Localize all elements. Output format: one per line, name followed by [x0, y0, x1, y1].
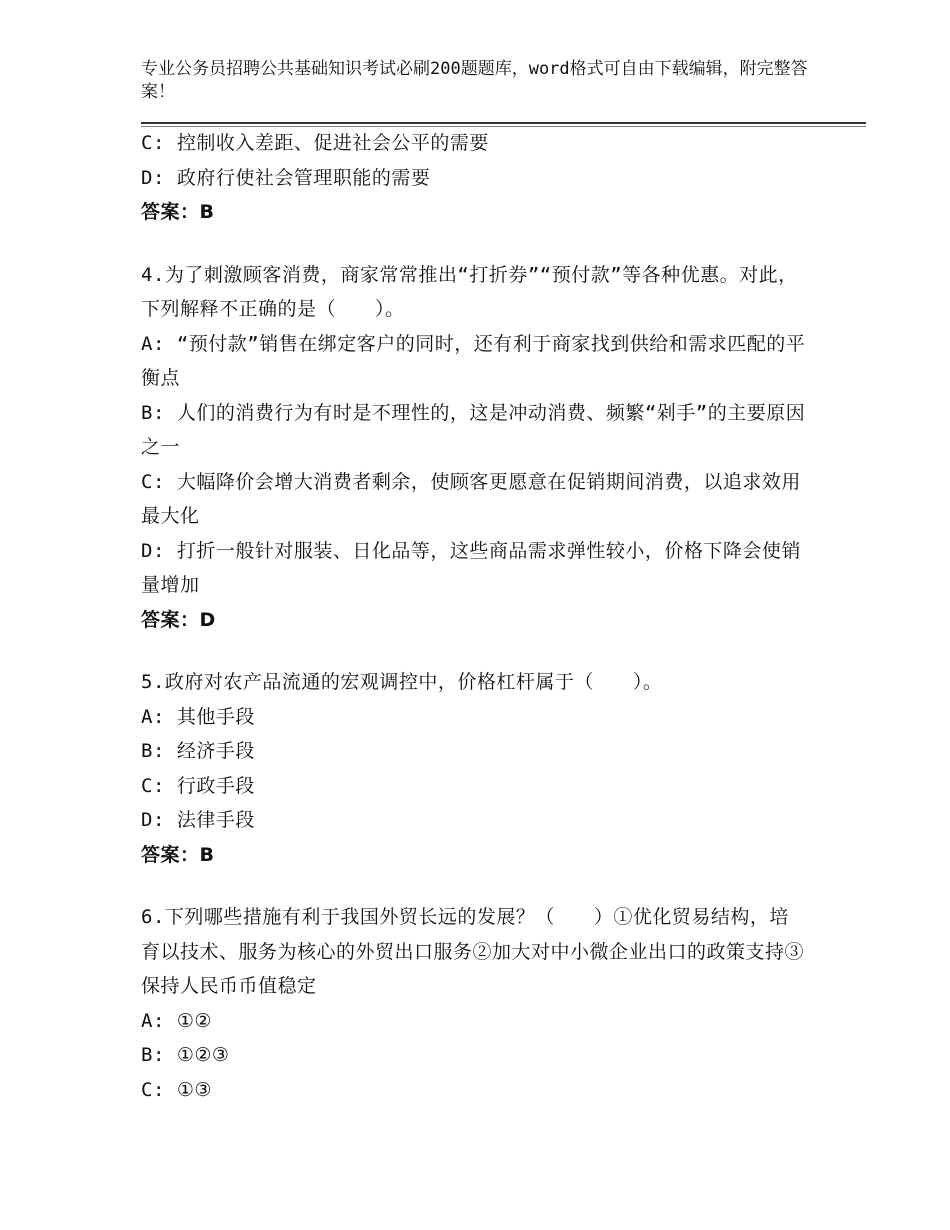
answer-line: 答案：B [141, 843, 215, 866]
option-d: D: 法律手段 [141, 809, 255, 831]
document-body [141, 126, 806, 1107]
answer-line: 答案：D [141, 608, 216, 631]
page-header: 专业公务员招聘公共基础知识考试必刷200题题库，word格式可自由下载编辑，附完整答案！ [141, 59, 808, 102]
answer-line: 答案：B [141, 201, 215, 223]
question-stem: 6.下列哪些措施有利于我国外贸长远的发展？（ ）①优化贸易结构，培育以技术、服务为核心的外贸出口服务②加大对中小微企业出口的政策支持③保持人民币币值稳定 [141, 906, 805, 997]
option-d: D: 打折一般针对服装、日化品等，这些商品需求弹性较小，价格下降会使销量增加 [141, 539, 801, 596]
option-c: C: 控制收入差距、促进社会公平的需要 [141, 132, 489, 154]
option-b: B: 经济手段 [141, 740, 255, 762]
question-4 [141, 258, 806, 638]
option-a: A: 其他手段 [141, 705, 255, 728]
option-a: A: “预付款”销售在绑定客户的同时，还有利于商家找到供给和需求匹配的平衡点 [141, 332, 806, 389]
option-b: B: ①②③ [141, 1044, 230, 1066]
question-5 [141, 665, 806, 872]
option-a: A: ①② [141, 1009, 212, 1032]
option-d: D: 政府行使社会管理职能的需要 [141, 166, 431, 189]
header-rule-thick [141, 122, 866, 124]
option-c: C: 行政手段 [141, 774, 255, 797]
question-stem: 5.政府对农产品流通的宏观调控中，价格杠杆属于（ ）。 [141, 671, 663, 693]
question-6 [141, 900, 806, 1107]
option-c: C: 大幅降价会增大消费者剩余，使顾客更愿意在促销期间消费，以追求效用最大化 [141, 470, 801, 527]
question-stem: 4.为了刺激顾客消费，商家常常推出“打折券”“预付款”等各种优惠。对此，下列解释不正确的是（ ）。 [141, 263, 798, 320]
option-b: B: 人们的消费行为有时是不理性的，这是冲动消费、频繁“剁手”的主要原因之一 [141, 401, 806, 458]
prev-question-tail [141, 126, 806, 230]
option-c: C: ①③ [141, 1078, 212, 1101]
